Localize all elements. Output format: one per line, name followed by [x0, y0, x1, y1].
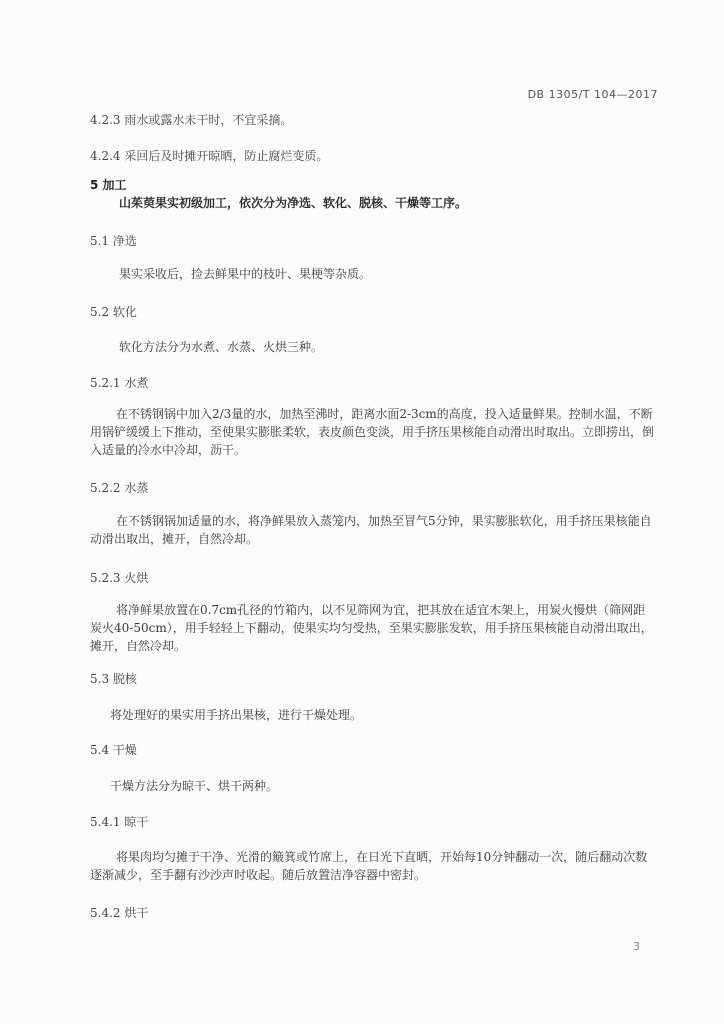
page-number: 3: [633, 940, 640, 953]
section-5-3-body: 将处理好的果实用手挤出果核，进行干燥处理。: [110, 708, 363, 722]
section-5-2-3-title: 5.2.3 火烘: [90, 571, 149, 585]
section-5-4-1-title: 5.4.1 晾干: [90, 815, 149, 829]
section-5-2-title: 5.2 软化: [90, 305, 137, 319]
section-5-2-2-title: 5.2.2 水蒸: [90, 481, 149, 495]
section-5-3-title: 5.3 脱核: [90, 672, 137, 686]
section-5-4-title: 5.4 干燥: [90, 743, 137, 757]
section-5-2-3-body: 将净鲜果放置在0.7cm孔径的竹箱内，以不见筛网为宜，把其放在适宜木架上，用炭火慢烘（筛网距炭火40-50cm），用手轻轻上下翻动，使果实均匀受热，至果实膨胀发软，用手挤压果核能自动滑出取出，摊开，自然冷却。: [90, 603, 653, 653]
section-5-2-1-body: 在不锈钢锅中加入2/3量的水，加热至沸时，距离水面2-3cm的高度，投入适量鲜果。控制水温，不断用锅铲缓缓上下推动，至使果实膨胀柔软，表皮颜色变淡，用手挤压果核能自动滑出时取出。立即捞出，倒入适量的冷水中冷却，沥干。: [90, 407, 655, 457]
document-code-header: DB 1305/T 104—2017: [527, 88, 658, 101]
section-5-2-2-body: 在不锈钢锅加适量的水，将净鲜果放入蒸笼内，加热至冒气5分钟，果实膨胀软化，用手挤压果核能自动滑出取出，摊开，自然冷却。: [90, 514, 652, 546]
section-5-1-title: 5.1 净选: [90, 234, 137, 248]
section-5-4-body: 干燥方法分为晾干、烘干两种。: [110, 779, 279, 793]
clause-4-2-3: 4.2.3 雨水或露水未干时，不宜采摘。: [90, 113, 293, 127]
section-5-1-body: 果实采收后，捡去鲜果中的枝叶、果梗等杂质。: [119, 267, 372, 281]
section-5-2-body: 软化方法分为水煮、水蒸、火烘三种。: [119, 340, 324, 354]
section-5-2-1-title: 5.2.1 水煮: [90, 376, 149, 390]
clause-4-2-4: 4.2.4 采回后及时摊开晾晒，防止腐烂变质。: [90, 149, 329, 163]
section-5-4-1-body: 将果肉均匀摊于干净、光滑的簸箕或竹席上，在日光下直晒，开始每10分钟翻动一次，随后翻动次数逐渐减少，至手翻有沙沙声时收起。随后放置洁净容器中密封。: [90, 850, 648, 882]
section-5-title: 5 加工: [90, 178, 127, 192]
section-5-4-2-title: 5.4.2 烘干: [90, 906, 149, 920]
section-5-body: 山茱萸果实初级加工，依次分为净选、软化、脱核、干燥等工序。: [119, 196, 468, 210]
